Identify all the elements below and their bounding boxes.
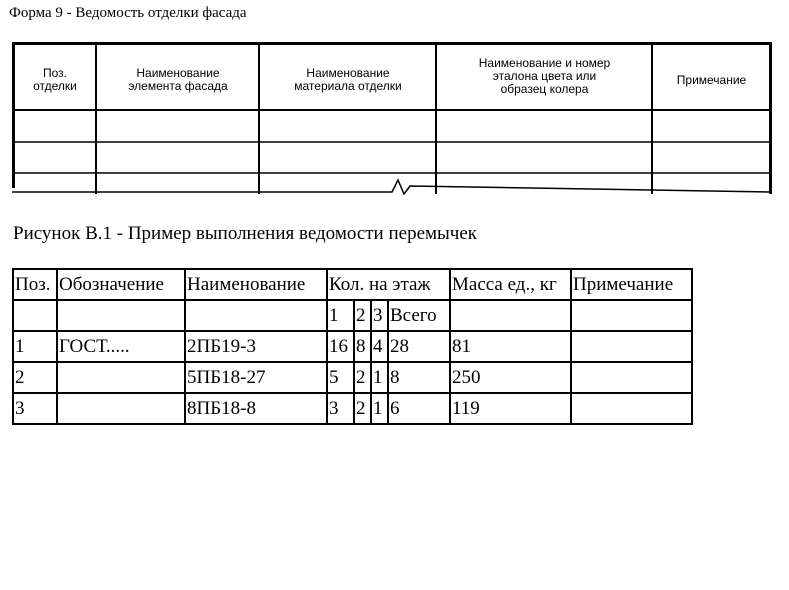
form9-header-note: Примечание: [676, 72, 747, 87]
header-pos: Поз.: [13, 269, 57, 300]
header-name: Наименование: [185, 269, 327, 300]
cell-mass: 250: [450, 362, 571, 393]
figure-caption: Рисунок В.1 - Пример выполнения ведомости перемычек: [13, 223, 478, 244]
cell-designation: ГОСТ.....: [57, 331, 185, 362]
table-cell: [571, 300, 692, 331]
facade-finish-form: [12, 42, 772, 195]
header-mass: Масса ед., кг: [450, 269, 571, 300]
header-designation: Обозначение: [57, 269, 185, 300]
cell-total: 6: [388, 393, 450, 424]
cell-floor-1: 16: [327, 331, 354, 362]
cell-mass: 81: [450, 331, 571, 362]
cell-total: 28: [388, 331, 450, 362]
table-row: [13, 362, 692, 393]
cell-name: 8ПБ18-8: [185, 393, 327, 424]
cell-mass: 119: [450, 393, 571, 424]
table-cell: [57, 300, 185, 331]
form9-header-position: Поз. отделки: [33, 66, 77, 93]
cell-floor-3: 1: [371, 393, 388, 424]
cell-name: 5ПБ18-27: [185, 362, 327, 393]
cell-designation: [57, 393, 185, 424]
cell-note: [571, 331, 692, 362]
table-row: [13, 393, 692, 424]
header-qty: Кол. на этаж: [327, 269, 450, 300]
form9-header-color: Наименование и номер эталона цвета или образец колера: [478, 55, 611, 96]
form-title: Форма 9 - Ведомость отделки фасада: [9, 5, 247, 21]
cell-floor-1: 3: [327, 393, 354, 424]
cell-designation: [57, 362, 185, 393]
cell-floor-2: 2: [354, 393, 371, 424]
table-row: [13, 331, 692, 362]
form9-header-material: Наименование материала отделки: [294, 66, 402, 93]
cell-floor-3: 4: [371, 331, 388, 362]
cell-floor-2: 8: [354, 331, 371, 362]
cell-pos: 1: [13, 331, 57, 362]
cell-note: [571, 393, 692, 424]
cell-total: 8: [388, 362, 450, 393]
table-subheader-row: [13, 300, 692, 331]
subheader-floor-1: 1: [327, 300, 354, 331]
cell-floor-3: 1: [371, 362, 388, 393]
subheader-total: Всего: [388, 300, 450, 331]
cell-name: 2ПБ19-3: [185, 331, 327, 362]
table-header-row: [13, 269, 692, 300]
cell-floor-1: 5: [327, 362, 354, 393]
cell-floor-2: 2: [354, 362, 371, 393]
header-note: Примечание: [571, 269, 692, 300]
table-cell: [13, 300, 57, 331]
subheader-floor-2: 2: [354, 300, 371, 331]
form9-header-element: Наименование элемента фасада: [128, 66, 228, 93]
cell-pos: 2: [13, 362, 57, 393]
table-cell: [450, 300, 571, 331]
subheader-floor-3: 3: [371, 300, 388, 331]
cell-pos: 3: [13, 393, 57, 424]
lintel-schedule-table: [12, 268, 693, 425]
cell-note: [571, 362, 692, 393]
table-cell: [185, 300, 327, 331]
